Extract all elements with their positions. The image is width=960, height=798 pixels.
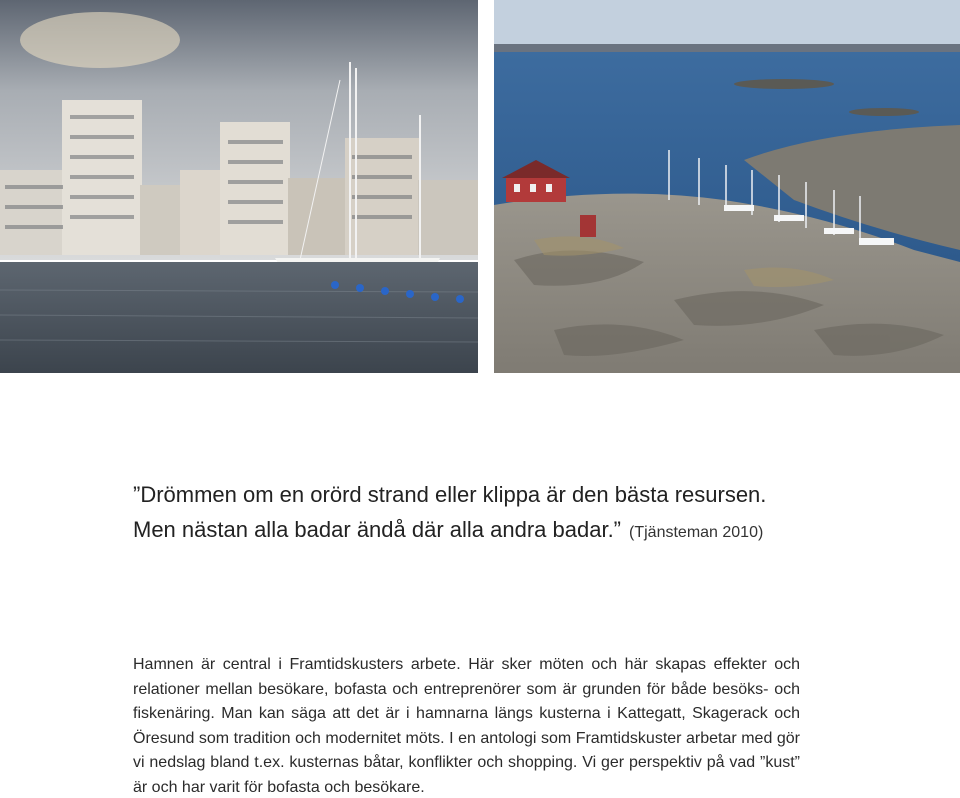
body-paragraph: Hamnen är central i Framtidskusters arbete. Här sker möten och här skapas effekter och relationer mellan besökare, bofasta och entreprenörer som är grunden för både besöks- och fiskenäring. Man kan säga att det är i hamnarna längs kusterna i Kattegatt, Skagerack och Öresund som tradition och modernitet möts. I en antologi som Framtidskuster arbetar med gör vi nedslag bland t.ex. kusternas båtar, konflikter och shopping. Vi ger perspektiv på vad ”kust” är och har varit för bofasta och besökare. — [133, 656, 800, 796]
harbor-photo — [0, 0, 478, 373]
quote-line-2 — [133, 512, 833, 550]
pull-quote — [133, 477, 833, 550]
coast-illustration — [494, 0, 960, 373]
coast-photo — [494, 0, 960, 373]
quote-line-1: ”Drömmen om en orörd strand eller klippa är den bästa resursen. — [133, 482, 767, 507]
quote-citation: (Tjänsteman 2010) — [629, 524, 764, 541]
harbor-illustration — [0, 0, 478, 373]
quote-line-2-text: Men nästan alla badar ändå där alla andra badar.” — [133, 517, 622, 542]
